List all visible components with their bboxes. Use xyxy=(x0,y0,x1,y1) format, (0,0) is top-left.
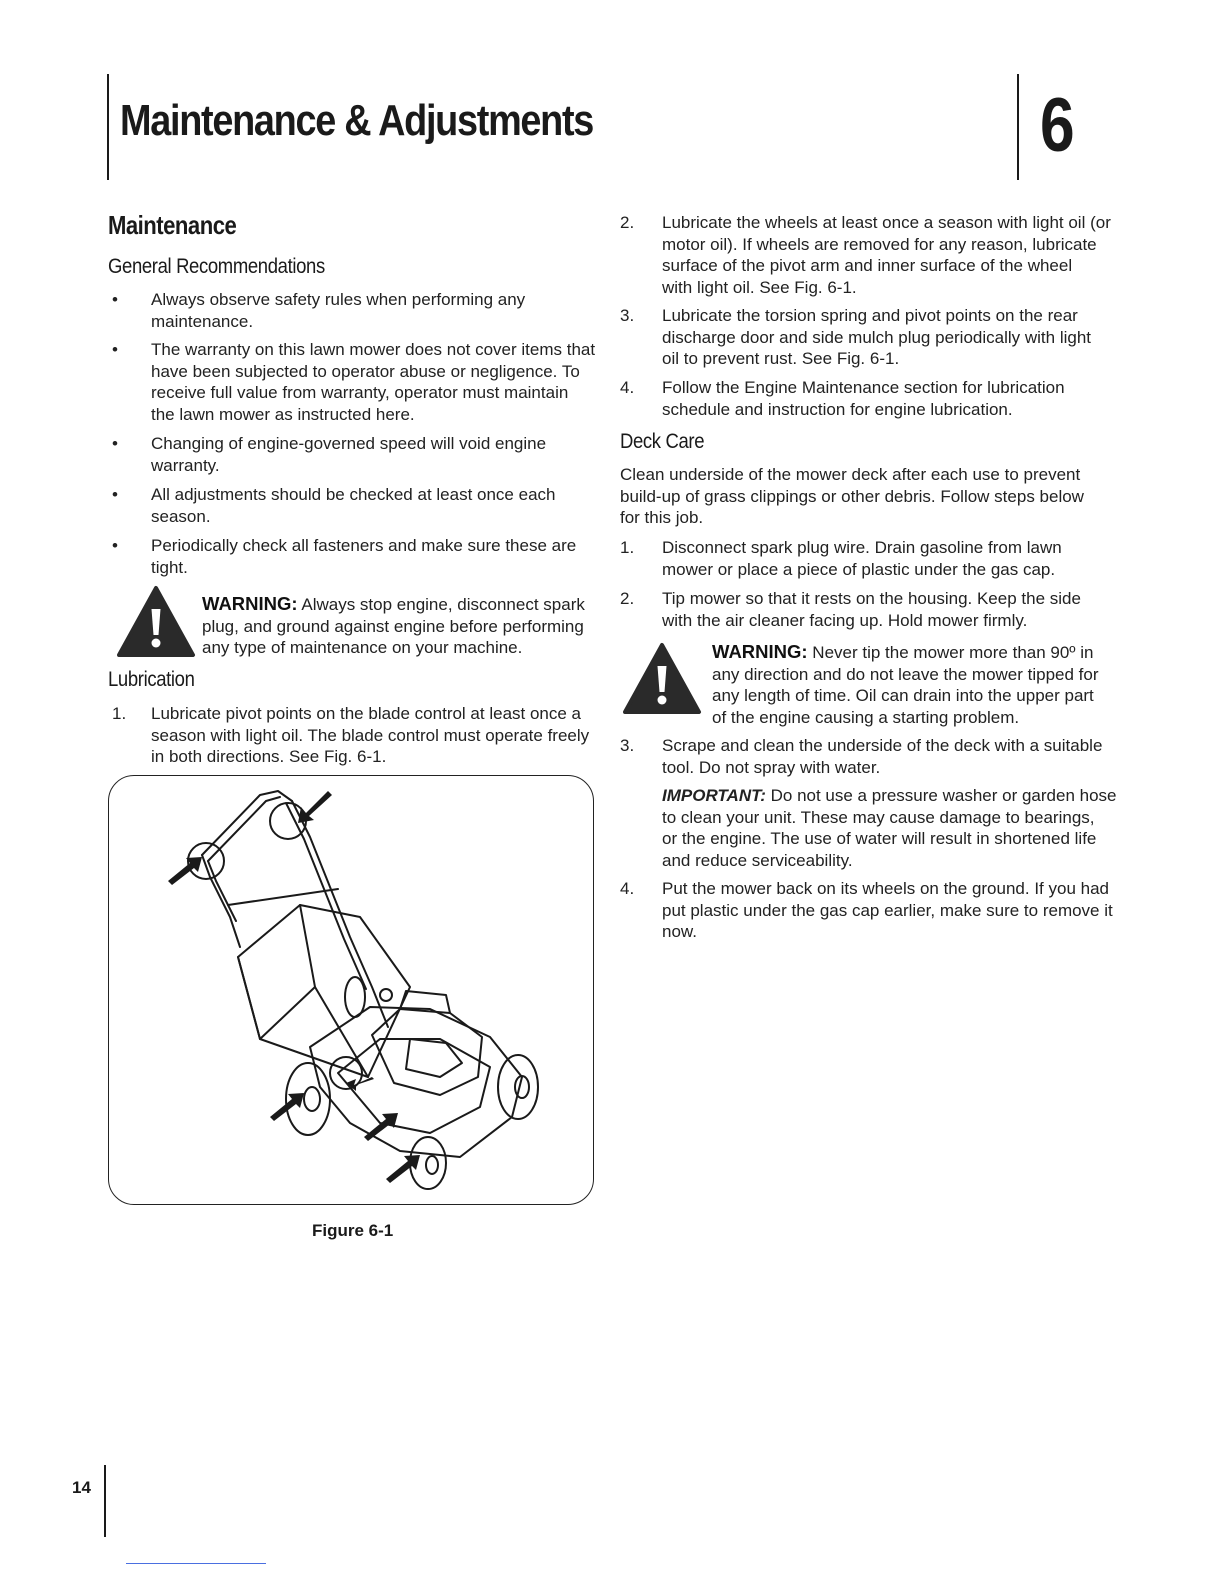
bullet-marker: • xyxy=(112,434,118,453)
lubrication-heading: Lubrication xyxy=(108,668,195,691)
title-rule xyxy=(107,74,109,180)
deck-care-heading: Deck Care xyxy=(620,430,705,453)
bullet-marker: • xyxy=(112,290,118,309)
page-number: 14 xyxy=(72,1478,91,1497)
lawn-mower-figure xyxy=(110,777,592,1203)
page-number-rule xyxy=(104,1465,106,1537)
maintenance-heading: Maintenance xyxy=(108,210,237,240)
item-number: 2. xyxy=(620,213,635,232)
deck-intro: Clean underside of the mower deck after each use to prevent build-up of grass clippings or other debris. Follow steps below for this job. xyxy=(620,465,1084,527)
warning-triangle-icon xyxy=(622,642,702,716)
item-number: 2. xyxy=(620,589,635,608)
important-note: IMPORTANT: Do not use a pressure washer or garden hose to clean your unit. These may cause damage to bearings, or the engine. The use of water will result in shortened life and reduce serviceability. xyxy=(662,786,1117,870)
important-label: IMPORTANT: xyxy=(662,786,766,805)
warning-triangle-icon xyxy=(116,585,196,659)
item-number: 3. xyxy=(620,736,635,755)
figure-caption: Figure 6-1 xyxy=(312,1221,394,1240)
link-underline xyxy=(126,1563,266,1564)
warning-left: WARNING: Always stop engine, disconnect spark plug, and ground against engine before performing any type of maintenance on your machine. xyxy=(202,593,585,657)
warning-label: WARNING: xyxy=(202,593,298,614)
item-number: 4. xyxy=(620,378,635,397)
item-number: 4. xyxy=(620,879,635,898)
general-recommendations-heading: General Recommendations xyxy=(108,255,325,278)
bullet-marker: • xyxy=(112,340,118,359)
warning-label: WARNING: xyxy=(712,641,808,662)
item-number: 1. xyxy=(620,538,635,557)
bullet-marker: • xyxy=(112,536,118,555)
page-title: Maintenance & Adjustments xyxy=(120,96,594,145)
chapter-rule xyxy=(1017,74,1019,180)
bullet-marker: • xyxy=(112,485,118,504)
chapter-number: 6 xyxy=(1040,83,1075,168)
item-number: 1. xyxy=(112,704,127,723)
warning-right: WARNING: Never tip the mower more than 90º in any direction and do not leave the mower tipped for any length of time. Oil can drain into the upper part of the engine causing a starting problem. xyxy=(712,641,1099,727)
item-number: 3. xyxy=(620,306,635,325)
